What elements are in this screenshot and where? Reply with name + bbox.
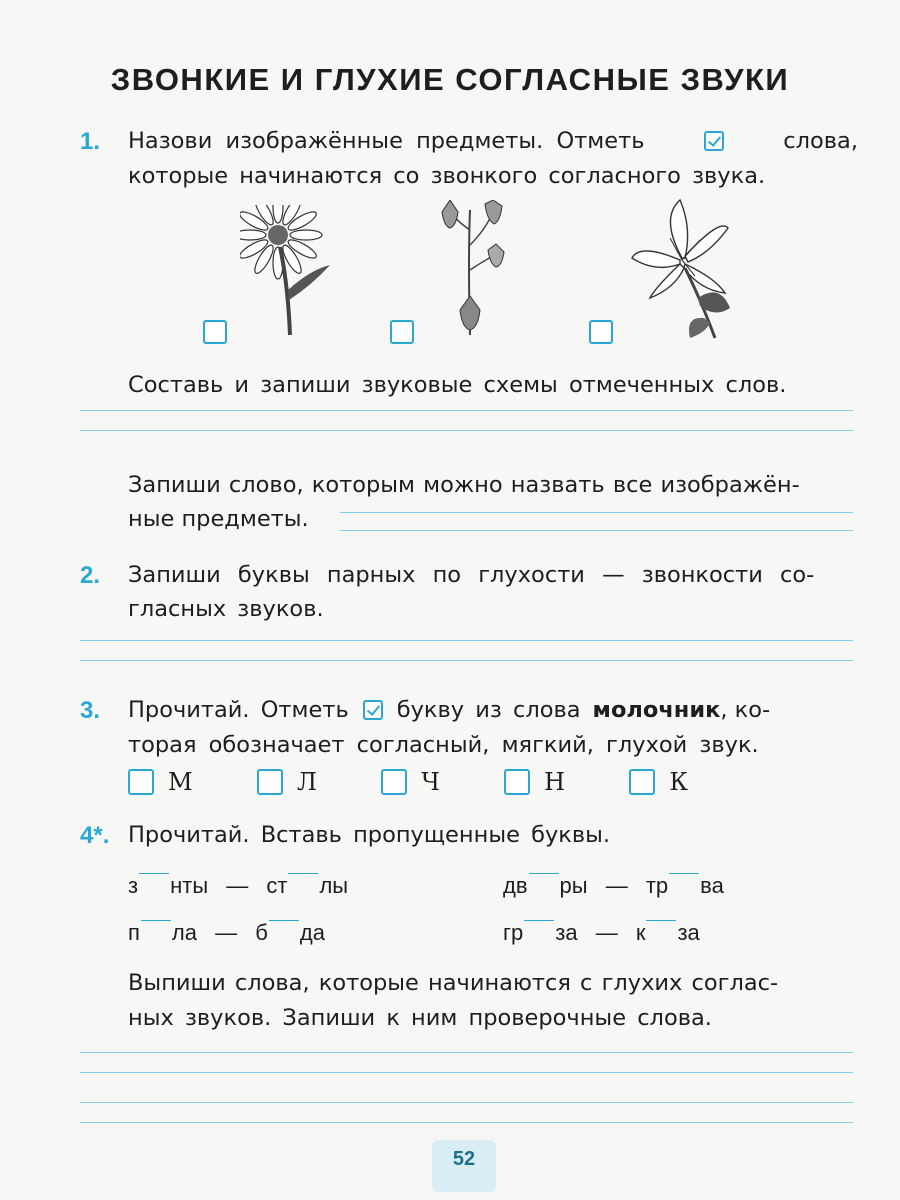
word-part: б [255,920,268,945]
task-4-line-2: Выпиши слова, которые начинаются с глухих соглас- [128,970,779,996]
letter-option[interactable] [504,768,565,796]
option-letter: Л [296,768,317,796]
dash: — [226,873,249,898]
letter-blank[interactable] [669,873,699,894]
writing-line[interactable] [80,1072,853,1073]
writing-line[interactable] [340,512,853,513]
dash: — [215,920,238,945]
word-pair-1 [128,873,348,899]
task-1-line-2: которые начинаются со звонкого согласного звука. [128,163,766,189]
task-4-line-3: ных звуков. Запиши к ним проверочные слова. [128,1005,712,1031]
check-mark-sample [363,700,383,720]
daisy-checkbox[interactable] [203,320,227,344]
word-part: нты [170,873,209,898]
option-checkbox[interactable] [381,769,407,795]
task-1-line-5: ные предметы. [128,506,309,532]
word-pair-3 [128,920,325,946]
page-number: 52 [432,1140,496,1192]
task-3-number: 3. [80,697,101,724]
writing-line[interactable] [80,430,853,431]
word-part: з [128,873,139,898]
task-1-line-3: Составь и запиши звуковые схемы отмеченных слов. [128,372,787,398]
letter-option[interactable] [629,768,688,796]
bellflower-checkbox[interactable] [390,320,414,344]
task-1-line-1 [128,128,858,154]
letter-blank[interactable] [529,873,559,894]
letter-option[interactable] [128,768,193,796]
task-3-word: молочник [592,697,721,723]
word-pair-4 [503,920,700,946]
option-letter: Ч [421,768,440,796]
word-pair-2 [503,873,724,899]
option-checkbox[interactable] [257,769,283,795]
task-3-text-b: букву из слова [396,697,581,723]
task-2-line-1: Запиши буквы парных по глухости — звонкости со- [128,562,815,588]
letter-blank[interactable] [288,873,318,894]
word-part: ст [266,873,288,898]
word-part: лы [319,873,349,898]
word-part: ва [700,873,724,898]
daisy-illustration [240,205,340,340]
lily-illustration [630,198,735,343]
option-letter: М [168,768,193,796]
task-3-text-c: , ко- [720,697,771,723]
word-part: дв [503,873,528,898]
letter-blank[interactable] [269,920,299,941]
word-part: п [128,920,140,945]
task-2-line-2: гласных звуков. [128,596,324,622]
letter-blank[interactable] [139,873,169,894]
letter-options [128,768,688,796]
check-mark-sample [704,131,724,151]
option-letter: Н [544,768,566,796]
task-1-number: 1. [80,128,101,155]
task-1-text-a: Назови изображённые предметы. Отметь [128,128,645,154]
writing-line[interactable] [340,530,853,531]
letter-blank[interactable] [141,920,171,941]
task-2-number: 2. [80,562,101,589]
task-4-number: 4*. [80,822,110,849]
task-3-line-2: торая обозначает согласный, мягкий, глухой звук. [128,732,759,758]
task-1-text-b: слова, [783,128,858,154]
lily-checkbox[interactable] [589,320,613,344]
dash: — [595,920,618,945]
task-4-line-1: Прочитай. Вставь пропущенные буквы. [128,822,611,848]
option-checkbox[interactable] [629,769,655,795]
word-part: за [555,920,578,945]
word-part: тр [645,873,669,898]
word-part: ры [559,873,588,898]
writing-line[interactable] [80,1052,853,1053]
letter-option[interactable] [257,768,317,796]
writing-line[interactable] [80,410,853,411]
word-part: да [299,920,325,945]
word-part: гр [503,920,524,945]
option-checkbox[interactable] [504,769,530,795]
task-1-line-4: Запиши слово, которым можно назвать все изображён- [128,472,800,498]
page-title: ЗВОНКИЕ И ГЛУХИЕ СОГЛАСНЫЕ ЗВУКИ [110,62,790,97]
word-part: за [677,920,700,945]
word-part: ла [171,920,197,945]
writing-line[interactable] [80,1102,853,1103]
task-3-line-1 [128,697,858,723]
bellflower-illustration [430,200,505,338]
dash: — [605,873,628,898]
writing-line[interactable] [80,640,853,641]
letter-option[interactable] [381,768,440,796]
option-letter: К [669,768,688,796]
task-3-text-a: Прочитай. Отметь [128,697,349,723]
option-checkbox[interactable] [128,769,154,795]
letter-blank[interactable] [524,920,554,941]
writing-line[interactable] [80,1122,853,1123]
word-part: к [635,920,646,945]
writing-line[interactable] [80,660,853,661]
letter-blank[interactable] [646,920,676,941]
